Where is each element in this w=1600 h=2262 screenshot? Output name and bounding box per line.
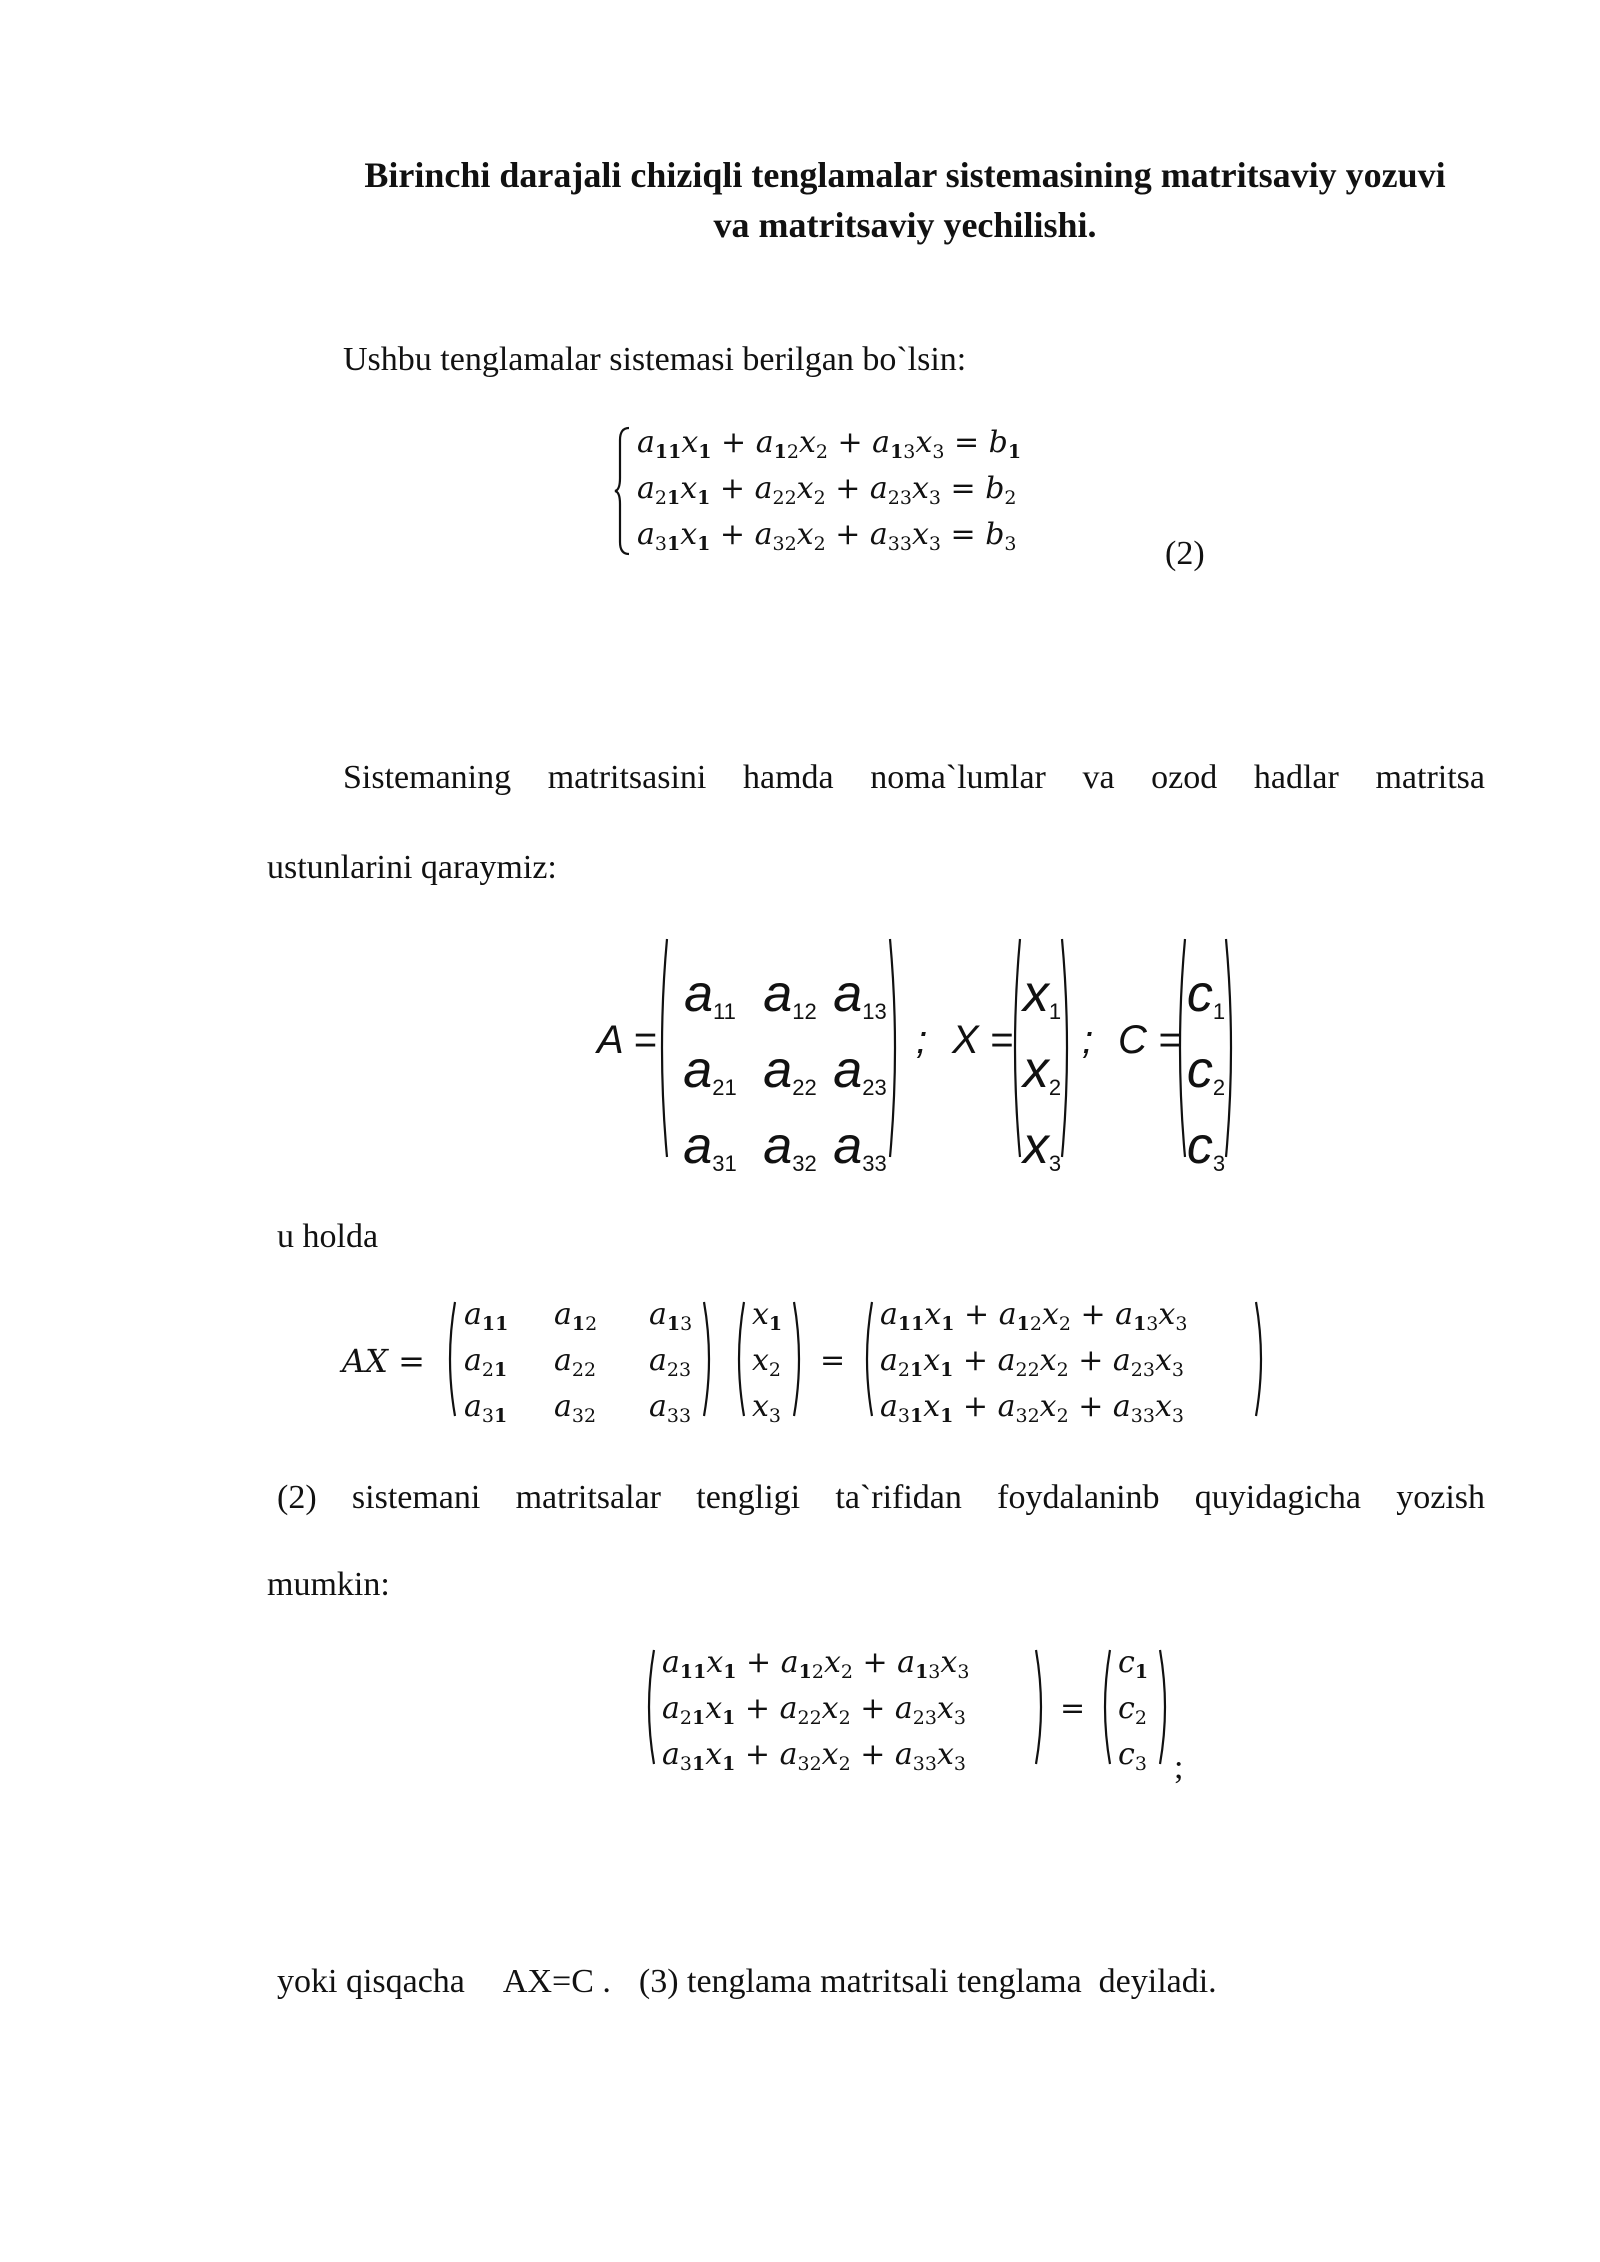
eq-right-vector-left-paren: [1098, 1648, 1112, 1766]
u-holda-text: u holda: [277, 1218, 379, 1255]
paragraph-system-line-2: mumkin:: [267, 1566, 390, 1603]
eq-right-vector: $c_1$ $c_2$ $c_3$: [1118, 1645, 1149, 1775]
title-line-1: Birinchi darajali chiziqli tenglamalar sistemasining matritsaviy yozuvi: [364, 155, 1446, 195]
ax-matrix-right-paren: [702, 1300, 716, 1418]
ax-result-left-paren: [860, 1300, 874, 1418]
intro-text: Ushbu tenglamalar sistemasi berilgan bo`lsin:: [343, 341, 967, 378]
final-prefix: yoki qisqacha: [277, 1963, 465, 2000]
matrix-c-label: C =: [1118, 1018, 1182, 1062]
matrix-x-left-paren: [1008, 937, 1022, 1159]
matrix-c-left-paren: [1173, 937, 1187, 1159]
title-line-2: va matritsaviy yechilishi.: [713, 205, 1097, 245]
matrix-a: $a_{11}$ $a_{12}$ $a_{13}$ $a_{21}$ $a_{22}$ $a_{23}$ $a_{31}$ $a_{32}$ $a_{33}$: [683, 965, 887, 1176]
system-equations: $a_{11}x_1 + a_{12}x_2 + a_{13}x_3 = b_1$ $a_{21}x_1 + a_{22}x_2 + a_{23}x_3 = b_2$ $a_{31}x_1 + a_{32}x_2 + a_{33}x_3 = b_3$: [637, 425, 1022, 555]
eq-equals: =: [1060, 1691, 1086, 1726]
ax-matrix-left-paren: [443, 1300, 457, 1418]
eq-left-vector-right-paren: [1034, 1648, 1048, 1766]
ax-coefficient-matrix: $a_{11}$ $a_{12}$ $a_{13}$ $a_{21}$ $a_{22}$ $a_{23}$ $a_{31}$ $a_{32}$ $a_{33}$: [464, 1297, 693, 1427]
eq-right-vector-right-paren: [1158, 1648, 1172, 1766]
final-line: [277, 1962, 1217, 2002]
matrix-x: $x_1$ $x_2$ $x_3$: [1022, 965, 1062, 1176]
paragraph-matrices-line-2: ustunlarini qaraymiz:: [267, 849, 557, 886]
eq-semicolon: ;: [1174, 1749, 1184, 1786]
matrix-c: $c_1$ $c_2$ $c_3$: [1186, 965, 1226, 1176]
ax-equals: =: [820, 1343, 846, 1378]
eq-left-vector-left-paren: [642, 1648, 656, 1766]
matrix-a-label: A =: [597, 1018, 657, 1062]
eq-left-vector: $a_{11}x_1 + a_{12}x_2 + a_{13}x_3$ $a_{21}x_1 + a_{22}x_2 + a_{23}x_3$ $a_{31}x_1 + a_{32}x_2 + a_{33}x_3$: [662, 1645, 970, 1775]
separator-1: ;: [916, 1018, 928, 1062]
paragraph-system-line-1: (2) sistemani matritsalar tengligi ta`rifidan foydalaninb quyidagicha yozish: [277, 1479, 1485, 1516]
equation-number: (2): [1165, 535, 1205, 572]
separator-2: ;: [1082, 1018, 1094, 1062]
matrix-x-right-paren: [1060, 937, 1074, 1159]
ax-unknowns-vector: $x_1$ $x_2$ $x_3$: [752, 1297, 783, 1427]
left-brace: [615, 426, 631, 556]
paragraph-matrices-line-1: Sistemaning matritsasini hamda noma`lumlar va ozod hadlar matritsa: [343, 759, 1485, 796]
matrix-c-right-paren: [1224, 937, 1238, 1159]
ax-vector-right-paren: [792, 1300, 806, 1418]
final-formula: AX=C .: [502, 1963, 611, 2000]
matrix-a-right-paren: [888, 937, 902, 1159]
matrix-x-label: X =: [952, 1018, 1014, 1062]
ax-label: AX =: [342, 1342, 425, 1380]
ax-result-vector: $a_{11}x_1 + a_{12}x_2 + a_{13}x_3$ $a_{21}x_1 + a_{22}x_2 + a_{23}x_3$ $a_{31}x_1 + a_{32}x_2 + a_{33}x_3$: [880, 1297, 1188, 1427]
matrix-a-left-paren: [655, 937, 669, 1159]
final-suffix: (3) tenglama matritsali tenglama deyiladi.: [638, 1963, 1217, 2000]
page-title: [330, 150, 1480, 250]
ax-result-right-paren: [1254, 1300, 1268, 1418]
ax-vector-left-paren: [732, 1300, 746, 1418]
